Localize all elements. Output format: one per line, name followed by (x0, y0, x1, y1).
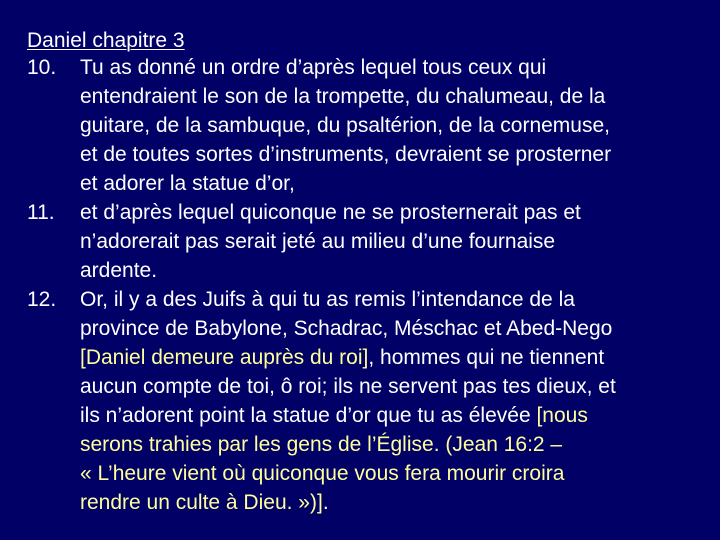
bracketed-commentary: [nous (536, 404, 588, 427)
verse-line: et d’après lequel quiconque ne se prosternerait pas et (80, 201, 581, 224)
verse-text-segment: . (322, 491, 329, 514)
verse-number: 12. (27, 288, 57, 311)
verse-text (80, 198, 581, 285)
verse-line (80, 343, 616, 372)
verse-text-segment: , hommes qui ne tiennent (368, 346, 605, 369)
verse-text (80, 285, 616, 517)
bracketed-commentary: serons trahies par les gens de l’Église. (Jean 16:2 – (80, 433, 563, 456)
verse-number: 10. (27, 56, 57, 79)
verse-line: n’adorerait pas serait jeté au milieu d’une fournaise (80, 230, 556, 253)
verse-line (80, 401, 616, 430)
verse-line: et de toutes sortes d’instruments, devraient se prosterner (80, 143, 612, 166)
verse-line: et adorer la statue d’or, (80, 172, 295, 195)
verse-line: guitare, de la sambuque, du psaltérion, de la cornemuse, (80, 114, 610, 137)
verse-number: 11. (27, 201, 55, 224)
slide-title: Daniel chapitre 3 (27, 29, 185, 52)
bracketed-commentary: « L’heure vient où quiconque vous fera mourir croira (80, 462, 565, 485)
verse-text (80, 53, 611, 198)
verse-line: aucun compte de toi, ô roi; ils ne servent pas tes dieux, et (80, 375, 616, 398)
verse-line: ardente. (80, 259, 158, 282)
verse-line: Tu as donné un ordre d’après lequel tous ceux qui (80, 56, 547, 79)
verse-line: Or, il y a des Juifs à qui tu as remis l’intendance de la (80, 288, 575, 311)
verse-line: entendraient le son de la trompette, du chalumeau, de la (80, 85, 606, 108)
verse-text-segment: ils n’adorent point la statue d’or que tu as élevée (80, 404, 537, 427)
verse-line: province de Babylone, Schadrac, Méschac et Abed-Nego (80, 317, 613, 340)
bracketed-commentary: rendre un culte à Dieu. »)] (80, 491, 323, 514)
verse-line (80, 488, 616, 517)
bracketed-commentary: [Daniel demeure auprès du roi] (80, 346, 369, 369)
